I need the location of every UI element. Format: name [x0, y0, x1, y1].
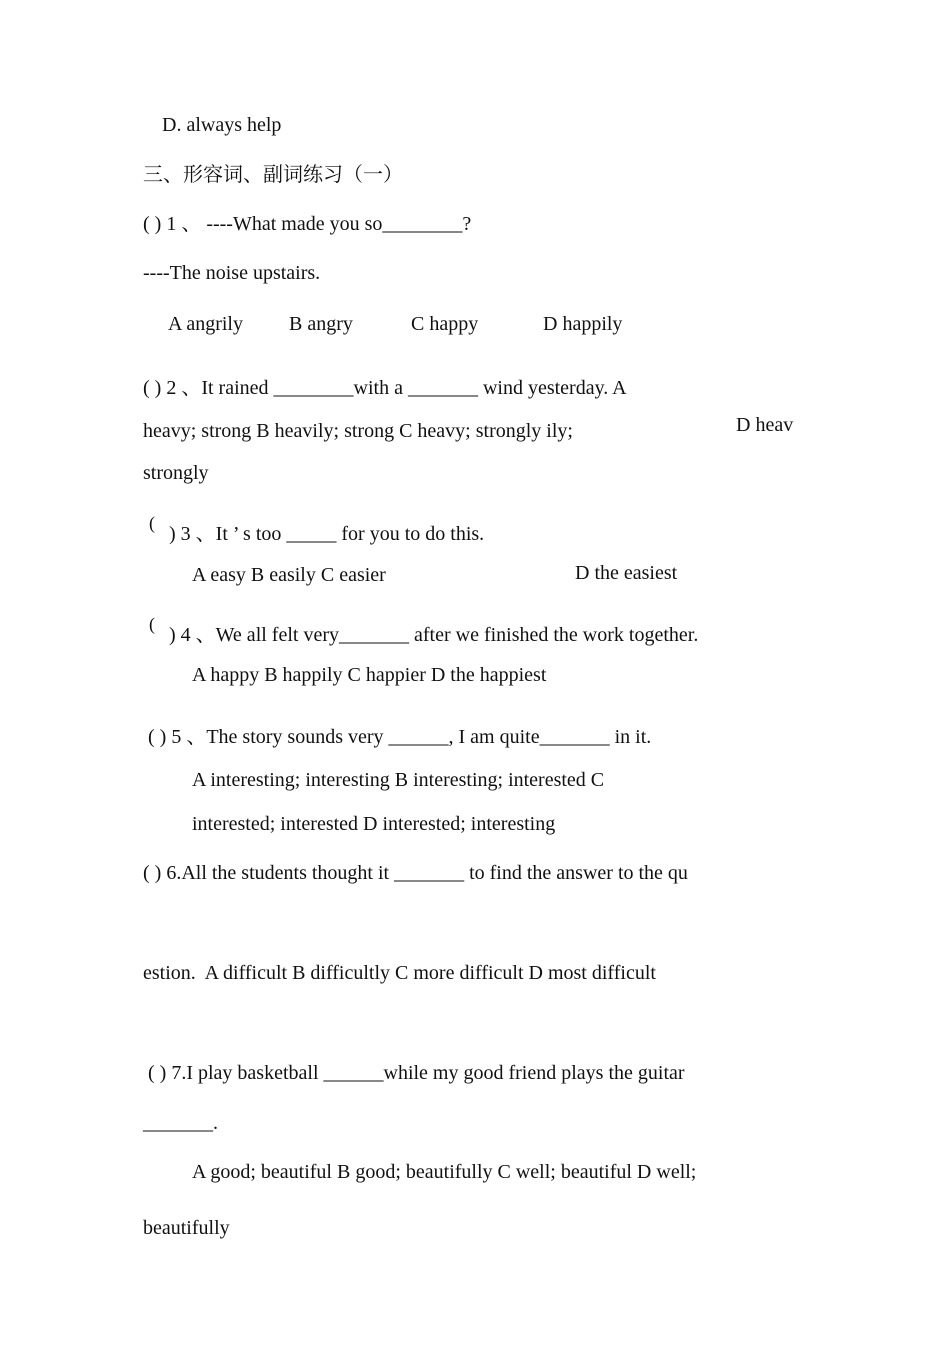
question-5: ( ) 5 、The story sounds very ______, I am quite_______ in it.: [148, 726, 652, 748]
question-1-option-d: D happily: [543, 313, 623, 335]
question-3: ) 3 、It ’ s too _____ for you to do this.: [169, 523, 485, 545]
question-5-options-cont: interested; interested D interested; interesting: [192, 813, 556, 835]
question-7: ( ) 7.I play basketball ______while my good friend plays the guitar: [148, 1062, 685, 1084]
question-3-option-d: D the easiest: [575, 562, 678, 584]
question-2-options: heavy; strong B heavily; strong C heavy; strongly ily;: [143, 420, 573, 442]
question-3-options: A easy B easily C easier: [192, 564, 386, 586]
question-2-options-cont: strongly: [143, 462, 209, 484]
question-7-options: A good; beautiful B good; beautifully C well; beautiful D well;: [192, 1161, 697, 1183]
question-4-options: A happy B happily C happier D the happiest: [192, 664, 547, 686]
section-heading: 三、形容词、副词练习（一）: [143, 164, 403, 186]
question-4-paren: (: [149, 614, 155, 634]
question-2-option-d: D heav: [736, 414, 794, 436]
question-1-option-b: B angry: [289, 313, 353, 335]
question-2: ( ) 2 、It rained ________with a _______ wind yesterday. A: [143, 377, 627, 399]
question-1-option-a: A angrily: [168, 313, 243, 335]
question-7-options-cont: beautifully: [143, 1217, 230, 1239]
question-3-paren: (: [149, 513, 155, 533]
question-1-option-c: C happy: [411, 313, 479, 335]
question-1: ( ) 1 、 ----What made you so________?: [143, 213, 472, 235]
question-1-answer-line: ----The noise upstairs.: [143, 262, 321, 284]
question-6: ( ) 6.All the students thought it _______ to find the answer to the qu: [143, 862, 688, 884]
question-6-cont: estion. A difficult B difficultly C more difficult D most difficult: [143, 962, 656, 984]
question-5-options: A interesting; interesting B interesting; interested C: [192, 769, 605, 791]
question-7-cont: _______.: [143, 1112, 218, 1134]
question-4: ) 4 、We all felt very_______ after we finished the work together.: [169, 624, 699, 646]
option-d-always-help: D. always help: [162, 114, 282, 136]
